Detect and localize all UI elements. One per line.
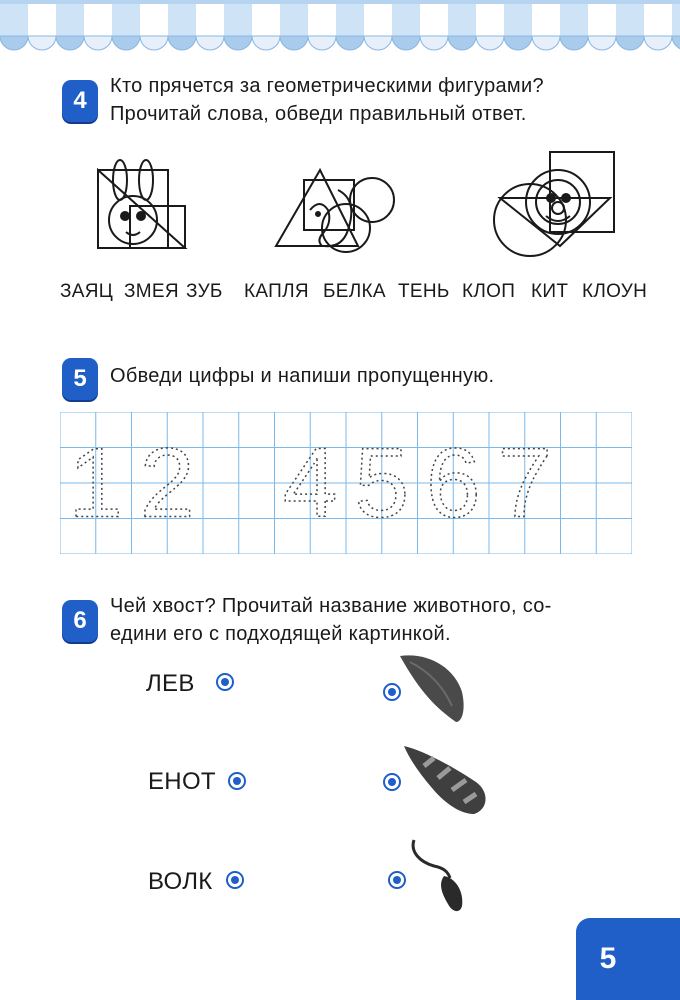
bunny-hidden-picture (98, 160, 185, 248)
animal-name-lion: ЛЕВ (146, 670, 195, 697)
traceable-digit[interactable]: 1 (68, 427, 124, 538)
digit-tracing-grid[interactable] (60, 412, 632, 559)
connect-dot-wolf[interactable] (226, 871, 244, 889)
animal-name-wolf: ВОЛК (148, 868, 213, 895)
task-number-badge: 6 (62, 600, 98, 642)
traceable-digit[interactable]: 2 (139, 427, 195, 538)
answer-word[interactable]: БЕЛКА (323, 281, 386, 302)
clown-hidden-picture (494, 152, 614, 256)
answer-word[interactable]: КАПЛЯ (244, 281, 309, 302)
traceable-digit[interactable]: 5 (354, 427, 410, 538)
task-instruction: Кто прячется за геометрическими фигурами? Прочитай слова, обведи правильный ответ. (110, 75, 544, 125)
raccoon-tail-picture (402, 744, 492, 816)
answer-word[interactable]: ЗАЯЦ (60, 281, 114, 302)
traceable-digit[interactable]: 7 (497, 427, 553, 538)
connect-dot-raccoon[interactable] (228, 772, 246, 790)
answer-word[interactable]: КЛОП (462, 281, 516, 302)
answer-word[interactable]: ЗМЕЯ (124, 281, 179, 302)
traceable-digit[interactable]: 6 (425, 427, 481, 538)
awning-header (0, 0, 680, 60)
connect-dot-tail-3[interactable] (388, 871, 406, 889)
page-number-badge: 5 (576, 918, 680, 1000)
wolf-tail-picture (396, 652, 468, 724)
connect-dot-tail-2[interactable] (383, 773, 401, 791)
task-number-badge: 5 (62, 358, 98, 400)
animal-name-raccoon: ЕНОТ (148, 768, 216, 795)
squirrel-hidden-picture (276, 170, 394, 252)
connect-dot-lion[interactable] (216, 673, 234, 691)
answer-word[interactable]: ЗУБ (186, 281, 223, 302)
traceable-digit[interactable]: 4 (282, 427, 338, 538)
hidden-figures-pictures (80, 150, 640, 260)
task-instruction: Чей хвост? Прочитай название животного, со- едини его с подходящей картинкой. (110, 595, 552, 645)
answer-word[interactable]: ТЕНЬ (398, 281, 450, 302)
task-instruction: Обведи цифры и напиши пропущенную. (110, 365, 495, 387)
answer-word[interactable]: КИТ (531, 281, 569, 302)
answer-word[interactable]: КЛОУН (582, 281, 648, 302)
task-number-badge: 4 (62, 80, 98, 122)
lion-tail-picture (408, 838, 472, 914)
